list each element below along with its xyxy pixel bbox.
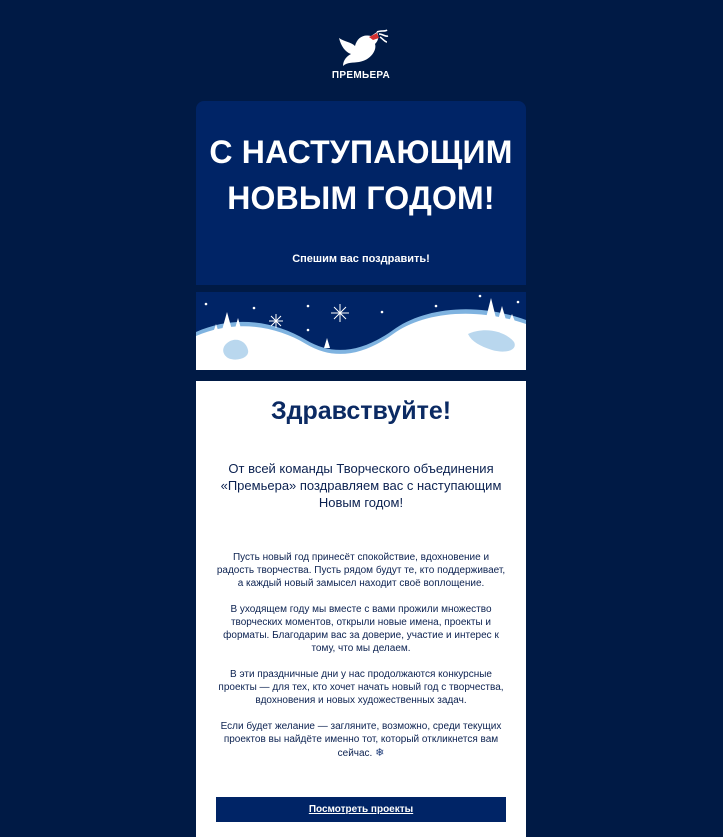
message-card	[196, 381, 526, 837]
winter-landscape-illustration	[196, 292, 526, 370]
greeting-heading: Здравствуйте!	[270, 397, 452, 425]
paragraph-contests: В эти праздничные дни у нас продолжаются конкурсные проекты — для тех, кто хочет начать новый год с творчества, вдохновения и новых художественных задач.	[218, 669, 504, 706]
view-projects-button[interactable]: Посмотреть проекты	[216, 797, 506, 822]
brand-logo[interactable]	[326, 28, 396, 86]
paragraph-year-review: В уходящем году мы вместе с вами прожили множество творческих моментов, открыли новые имена, проекты и форматы. Благодарим вас за доверие, участие и интерес к тому, что мы делаем.	[223, 604, 499, 654]
intro-text: От всей команды Творческого объединения «Премьера» поздравляем вас с наступающим Новым годом!	[220, 461, 502, 510]
paragraph-invitation-text: Если будет желание — загляните, возможно, среди текущих проектов вы найдёте именно тот, который откликнется вам сейчас.	[220, 721, 502, 759]
hero-title: С НАСТУПАЮЩИМ НОВЫМ ГОДОМ!	[209, 134, 513, 216]
paragraph-wishes: Пусть новый год принесёт спокойствие, вдохновение и радость творчества. Пусть рядом будут те, кто поддерживает, а каждый новый замысел находит своё воплощение.	[216, 552, 506, 589]
brand-name: ПРЕМЬЕРА	[331, 70, 391, 81]
hero-banner	[196, 101, 526, 285]
dove-icon	[333, 28, 389, 68]
paragraph-invitation	[215, 720, 507, 760]
snowflake-icon: ❄	[375, 746, 385, 759]
hero-subtitle: Спешим вас поздравить!	[292, 253, 430, 265]
